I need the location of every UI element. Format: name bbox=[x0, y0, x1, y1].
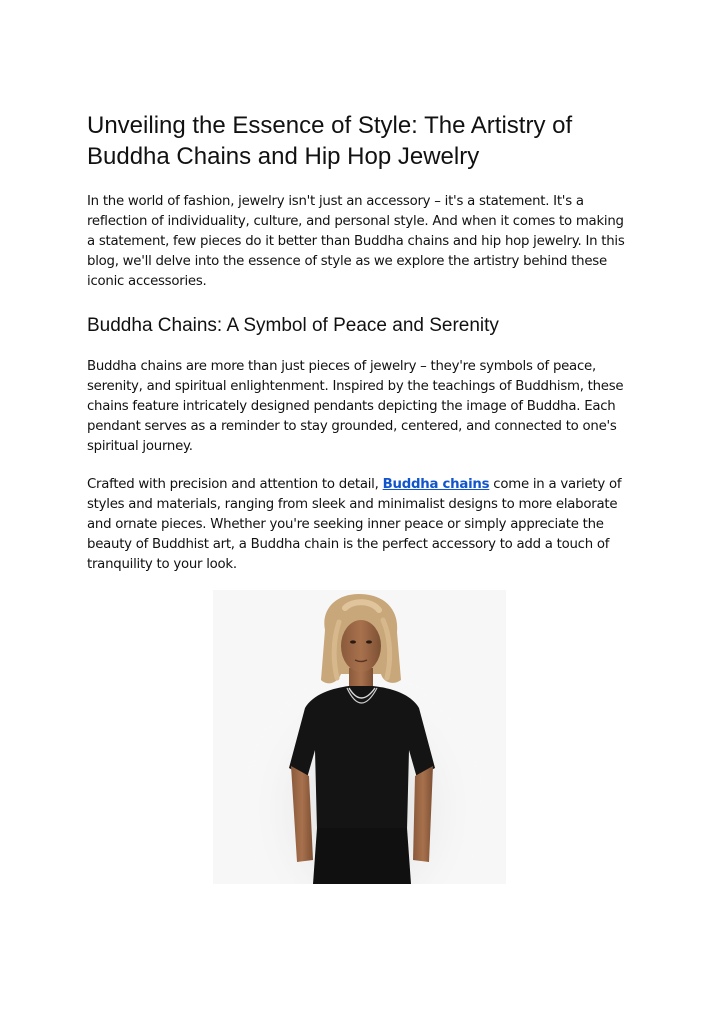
article-title: Unveiling the Essence of Style: The Artistry of Buddha Chains and Hip Hop Jewelry bbox=[87, 112, 573, 170]
section-heading-buddha-chains: Buddha Chains: A Symbol of Peace and Serenity bbox=[87, 315, 499, 336]
buddha-chains-link[interactable]: Buddha chains bbox=[382, 477, 490, 492]
model-photo-illustration bbox=[213, 590, 506, 884]
intro-paragraph: In the world of fashion, jewelry isn't just an accessory – it's a statement. It's a reflection of individuality, culture, and personal style. And when it comes to making a statement, few pieces do it better than Buddha chains and hip hop jewelry. In this blog, we'll delve into the essence of style as we explore the artistry behind these iconic accessories. bbox=[87, 194, 625, 289]
buddha-chains-paragraph-1: Buddha chains are more than just pieces of jewelry – they're symbols of peace, serenity, and spiritual enlightenment. Inspired by the teachings of Buddhism, these chains feature intricately designed pendants depicting the image of Buddha. Each pendant serves as a reminder to stay grounded, centered, and connected to one's spiritual journey. bbox=[87, 359, 624, 454]
paragraph-text-before-link: Crafted with precision and attention to detail, bbox=[87, 477, 383, 492]
document-page bbox=[87, 110, 635, 593]
model-photo bbox=[213, 590, 506, 884]
buddha-chains-paragraph-2 bbox=[87, 475, 635, 575]
paragraph-text-after-link: come in a variety of styles and materials, ranging from sleek and minimalist designs to more elaborate and ornate pieces. Whether you're seeking inner peace or simply appreciate the beauty of Buddhist art, a Buddha chain is the perfect accessory to add a touch of tranquility to your look. bbox=[87, 477, 622, 572]
